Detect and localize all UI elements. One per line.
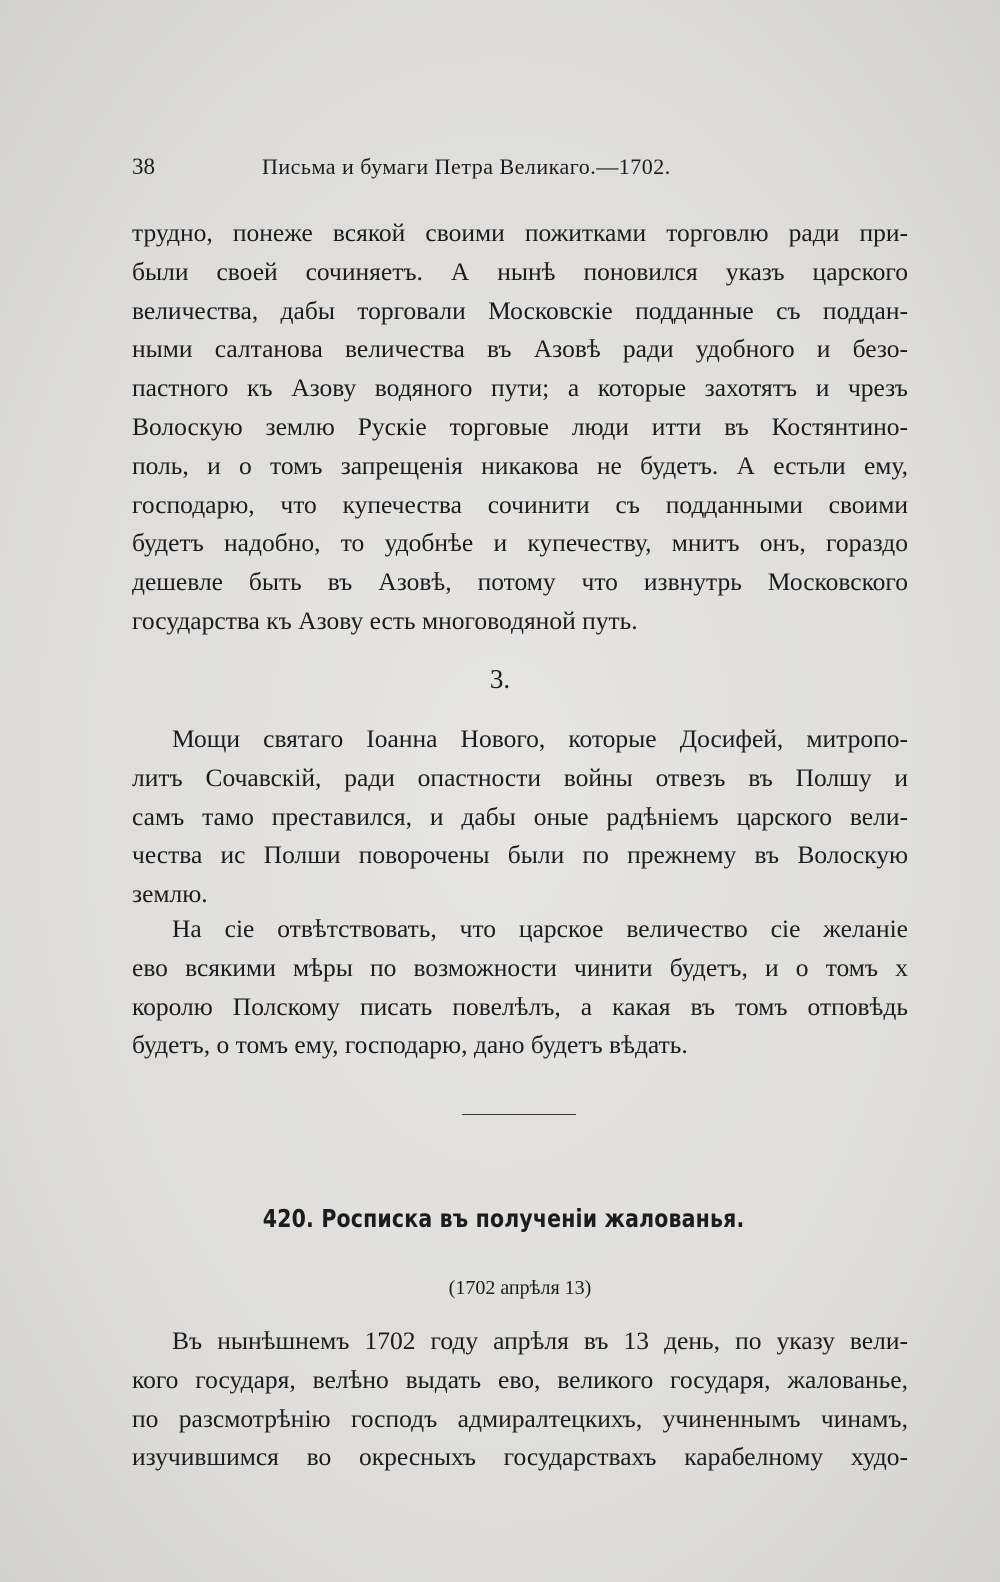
text-line: землю. xyxy=(132,879,208,909)
text-line: будетъ надобно, то удобнѣе и купечеству, мнитъ онъ, гораздо xyxy=(132,528,908,558)
running-title: Письма и бумаги Петра Великаго.—1702. xyxy=(262,154,671,179)
document-title: 420. Росписка въ полученіи жалованья. xyxy=(262,1204,745,1233)
text-line: изучившимся во окресныхъ государствахъ карабелному худо- xyxy=(132,1442,908,1472)
text-line: На сіе отвѣтствовать, что царское величество сіе желаніе xyxy=(172,914,908,943)
text-line: самъ тамо преставился, и дабы оные радѣніемъ царского вели- xyxy=(132,801,908,831)
text-line: кого государя, велѣно выдать ево, великого государя, жалованье, xyxy=(132,1364,908,1394)
text-line: королю Полскому писать повелѣлъ, а какая въ томъ отповѣдь xyxy=(132,991,908,1021)
section-number: 3. xyxy=(489,664,511,694)
text-line: государства къ Азову есть многоводяной путь. xyxy=(132,605,638,635)
paragraph-trade-route xyxy=(132,214,908,641)
text-line: чества ис Полши поворочены были по прежнему въ Волоскую xyxy=(132,840,908,870)
text-line: Въ нынѣшнемъ 1702 году апрѣля въ 13 день, по указу вели- xyxy=(172,1326,908,1355)
running-head xyxy=(132,150,752,190)
page-number: 38 xyxy=(132,154,155,179)
paragraph-relics xyxy=(132,720,908,914)
text-line: Волоскую землю Рускіе торговые люди итти въ Костянтино- xyxy=(132,411,908,441)
text-line: поль, и о томъ запрещенія никакова не будетъ. А естьли ему, xyxy=(132,450,908,480)
document-date: (1702 апрѣля 13) xyxy=(448,1277,592,1299)
text-line: ево всякими мѣры по возможности чинити будетъ, и о томъ х xyxy=(132,952,908,982)
text-line: были своей сочиняетъ. А нынѣ поновился указъ царского xyxy=(132,256,908,286)
text-line: литъ Сочавскій, ради опастности войны отвезъ въ Полшу и xyxy=(132,762,908,792)
text-line: Мощи святаго Іоанна Нового, которые Досифей, митропо- xyxy=(172,724,908,753)
text-line: пастного къ Азову водяного пути; а которые захотятъ и чрезъ xyxy=(132,373,908,403)
text-line: будетъ, о томъ ему, господарю, дано будетъ вѣдать. xyxy=(132,1030,688,1060)
paragraph-receipt xyxy=(132,1322,908,1477)
text-line: ными салтанова величества въ Азовѣ ради удобного и безо- xyxy=(132,334,908,364)
paragraph-response xyxy=(132,910,908,1065)
text-line: дешевле быть въ Азовѣ, потому что извнутрь Московского xyxy=(132,567,908,597)
text-line: трудно, понеже всякой своими пожитками торговлю ради при- xyxy=(132,218,908,247)
section-divider xyxy=(462,1114,576,1115)
text-line: господарю, что купечества сочинити съ подданными своими xyxy=(132,489,908,519)
text-line: величества, дабы торговали Московскіе подданные съ поддан- xyxy=(132,295,908,325)
text-line: по разсмотрѣнію господъ адмиралтецкихъ, учиненнымъ чинамъ, xyxy=(132,1403,908,1433)
